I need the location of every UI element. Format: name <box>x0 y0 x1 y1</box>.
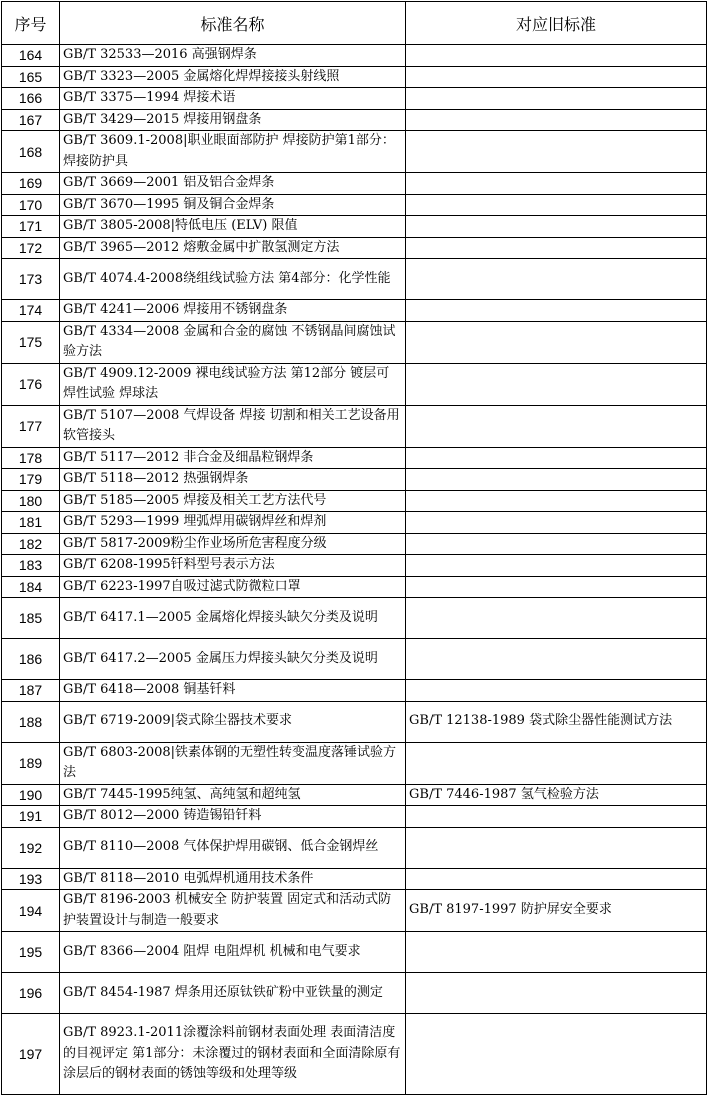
table-row <box>2 131 707 173</box>
table-row <box>2 469 707 491</box>
old-standard <box>406 555 707 577</box>
old-standard: GB/T 12138-1989 袋式除尘器性能测试方法 <box>406 701 707 742</box>
table-row <box>2 827 707 868</box>
row-number: 167 <box>2 109 60 131</box>
table-row <box>2 363 707 405</box>
row-number: 172 <box>2 237 60 259</box>
standard-name: GB/T 6417.2—2005 金属压力焊接头缺欠分类及说明 <box>60 639 406 680</box>
standard-name: GB/T 8923.1-2011涂覆涂料前钢材表面处理 表面清洁度的目视评定 第1部分：未涂覆过的钢材表面和全面清除原有涂层后的钢材表面的锈蚀等级和处理等级 <box>60 1014 406 1095</box>
standard-name: GB/T 3805-2008|特低电压 (ELV) 限值 <box>60 216 406 238</box>
table-row <box>2 512 707 534</box>
standard-name: GB/T 6417.1—2005 金属熔化焊接头缺欠分类及说明 <box>60 598 406 639</box>
standard-name: GB/T 3670—1995 铜及铜合金焊条 <box>60 194 406 216</box>
old-standard <box>406 1014 707 1095</box>
row-number: 168 <box>2 131 60 173</box>
standard-name: GB/T 3375—1994 焊接术语 <box>60 88 406 110</box>
table-row <box>2 194 707 216</box>
table-row <box>2 173 707 195</box>
standard-name: GB/T 4074.4-2008绕组线试验方法 第4部分：化学性能 <box>60 259 406 300</box>
row-number: 165 <box>2 66 60 88</box>
old-standard <box>406 237 707 259</box>
old-standard <box>406 576 707 598</box>
old-standard <box>406 512 707 534</box>
standard-name: GB/T 5293—1999 埋弧焊用碳钢焊丝和焊剂 <box>60 512 406 534</box>
table-row <box>2 932 707 973</box>
standard-name: GB/T 8110—2008 气体保护焊用碳钢、低合金钢焊丝 <box>60 827 406 868</box>
standard-name: GB/T 3609.1-2008|职业眼面部防护 焊接防护第1部分：焊接防护具 <box>60 131 406 173</box>
table-row <box>2 45 707 67</box>
table-row <box>2 680 707 702</box>
old-standard <box>406 405 707 447</box>
table-body <box>2 45 707 1095</box>
table-row <box>2 890 707 932</box>
old-standard <box>406 598 707 639</box>
old-standard <box>406 806 707 828</box>
row-number: 181 <box>2 512 60 534</box>
standard-name: GB/T 3965—2012 熔敷金属中扩散氢测定方法 <box>60 237 406 259</box>
table-row <box>2 259 707 300</box>
old-standard <box>406 973 707 1014</box>
old-standard <box>406 868 707 890</box>
standard-name: GB/T 8012—2000 铸造锡铅钎料 <box>60 806 406 828</box>
row-number: 182 <box>2 533 60 555</box>
standard-name: GB/T 3323—2005 金属熔化焊焊接接头射线照 <box>60 66 406 88</box>
table-row <box>2 868 707 890</box>
standard-name: GB/T 8118—2010 电弧焊机通用技术条件 <box>60 868 406 890</box>
row-number: 187 <box>2 680 60 702</box>
table-row <box>2 533 707 555</box>
standard-name: GB/T 6803-2008|铁素体钢的无塑性转变温度落锤试验方法 <box>60 742 406 784</box>
table-row <box>2 216 707 238</box>
standard-name: GB/T 4334—2008 金属和合金的腐蚀 不锈钢晶间腐蚀试验方法 <box>60 321 406 363</box>
row-number: 171 <box>2 216 60 238</box>
old-standard <box>406 932 707 973</box>
table-row <box>2 598 707 639</box>
header-name: 标准名称 <box>60 2 406 45</box>
old-standard <box>406 194 707 216</box>
old-standard <box>406 300 707 322</box>
standard-name: GB/T 6223-1997自吸过滤式防微粒口罩 <box>60 576 406 598</box>
header-seq: 序号 <box>2 2 60 45</box>
old-standard <box>406 742 707 784</box>
old-standard <box>406 131 707 173</box>
table-row <box>2 576 707 598</box>
row-number: 194 <box>2 890 60 932</box>
standards-table <box>1 1 707 1095</box>
row-number: 183 <box>2 555 60 577</box>
row-number: 176 <box>2 363 60 405</box>
old-standard <box>406 533 707 555</box>
row-number: 197 <box>2 1014 60 1095</box>
standard-name: GB/T 5817-2009粉尘作业场所危害程度分级 <box>60 533 406 555</box>
row-number: 166 <box>2 88 60 110</box>
table-row <box>2 639 707 680</box>
table-row <box>2 742 707 784</box>
row-number: 193 <box>2 868 60 890</box>
old-standard <box>406 680 707 702</box>
old-standard <box>406 469 707 491</box>
row-number: 173 <box>2 259 60 300</box>
table-row <box>2 784 707 806</box>
header-old-standard: 对应旧标准 <box>406 2 707 45</box>
row-number: 177 <box>2 405 60 447</box>
row-number: 189 <box>2 742 60 784</box>
table-row <box>2 405 707 447</box>
standard-name: GB/T 3669—2001 铝及铝合金焊条 <box>60 173 406 195</box>
old-standard <box>406 363 707 405</box>
old-standard <box>406 447 707 469</box>
standard-name: GB/T 4241—2006 焊接用不锈钢盘条 <box>60 300 406 322</box>
row-number: 195 <box>2 932 60 973</box>
standard-name: GB/T 7445-1995纯氢、高纯氢和超纯氢 <box>60 784 406 806</box>
table-header <box>2 2 707 45</box>
standard-name: GB/T 8454-1987 焊条用还原钛铁矿粉中亚铁量的测定 <box>60 973 406 1014</box>
header-row <box>2 2 707 45</box>
old-standard <box>406 173 707 195</box>
old-standard <box>406 66 707 88</box>
standard-name: GB/T 32533—2016 高强钢焊条 <box>60 45 406 67</box>
table-row <box>2 555 707 577</box>
old-standard <box>406 88 707 110</box>
table-row <box>2 66 707 88</box>
standard-name: GB/T 6208-1995钎料型号表示方法 <box>60 555 406 577</box>
old-standard <box>406 827 707 868</box>
table-row <box>2 109 707 131</box>
row-number: 191 <box>2 806 60 828</box>
table-row <box>2 973 707 1014</box>
row-number: 169 <box>2 173 60 195</box>
old-standard <box>406 216 707 238</box>
old-standard: GB/T 8197-1997 防护屏安全要求 <box>406 890 707 932</box>
old-standard <box>406 109 707 131</box>
standard-name: GB/T 6719-2009|袋式除尘器技术要求 <box>60 701 406 742</box>
table-row <box>2 490 707 512</box>
table-row <box>2 88 707 110</box>
table-row <box>2 237 707 259</box>
row-number: 190 <box>2 784 60 806</box>
row-number: 184 <box>2 576 60 598</box>
standard-name: GB/T 8196-2003 机械安全 防护装置 固定式和活动式防护装置设计与制造一般要求 <box>60 890 406 932</box>
row-number: 164 <box>2 45 60 67</box>
standard-name: GB/T 4909.12-2009 裸电线试验方法 第12部分 镀层可焊性试验 焊球法 <box>60 363 406 405</box>
old-standard <box>406 639 707 680</box>
old-standard <box>406 45 707 67</box>
row-number: 180 <box>2 490 60 512</box>
row-number: 186 <box>2 639 60 680</box>
row-number: 179 <box>2 469 60 491</box>
standard-name: GB/T 6418—2008 铜基钎料 <box>60 680 406 702</box>
old-standard <box>406 490 707 512</box>
standard-name: GB/T 5118—2012 热强钢焊条 <box>60 469 406 491</box>
table-row <box>2 300 707 322</box>
standard-name: GB/T 3429—2015 焊接用钢盘条 <box>60 109 406 131</box>
table-row <box>2 701 707 742</box>
row-number: 174 <box>2 300 60 322</box>
row-number: 178 <box>2 447 60 469</box>
row-number: 196 <box>2 973 60 1014</box>
old-standard <box>406 321 707 363</box>
row-number: 170 <box>2 194 60 216</box>
standard-name: GB/T 5107—2008 气焊设备 焊接 切割和相关工艺设备用软管接头 <box>60 405 406 447</box>
table-row <box>2 447 707 469</box>
standard-name: GB/T 8366—2004 阻焊 电阻焊机 机械和电气要求 <box>60 932 406 973</box>
row-number: 192 <box>2 827 60 868</box>
row-number: 175 <box>2 321 60 363</box>
table-row <box>2 321 707 363</box>
old-standard <box>406 259 707 300</box>
old-standard: GB/T 7446-1987 氢气检验方法 <box>406 784 707 806</box>
row-number: 188 <box>2 701 60 742</box>
row-number: 185 <box>2 598 60 639</box>
standard-name: GB/T 5117—2012 非合金及细晶粒钢焊条 <box>60 447 406 469</box>
table-row <box>2 1014 707 1095</box>
table-row <box>2 806 707 828</box>
standard-name: GB/T 5185—2005 焊接及相关工艺方法代号 <box>60 490 406 512</box>
